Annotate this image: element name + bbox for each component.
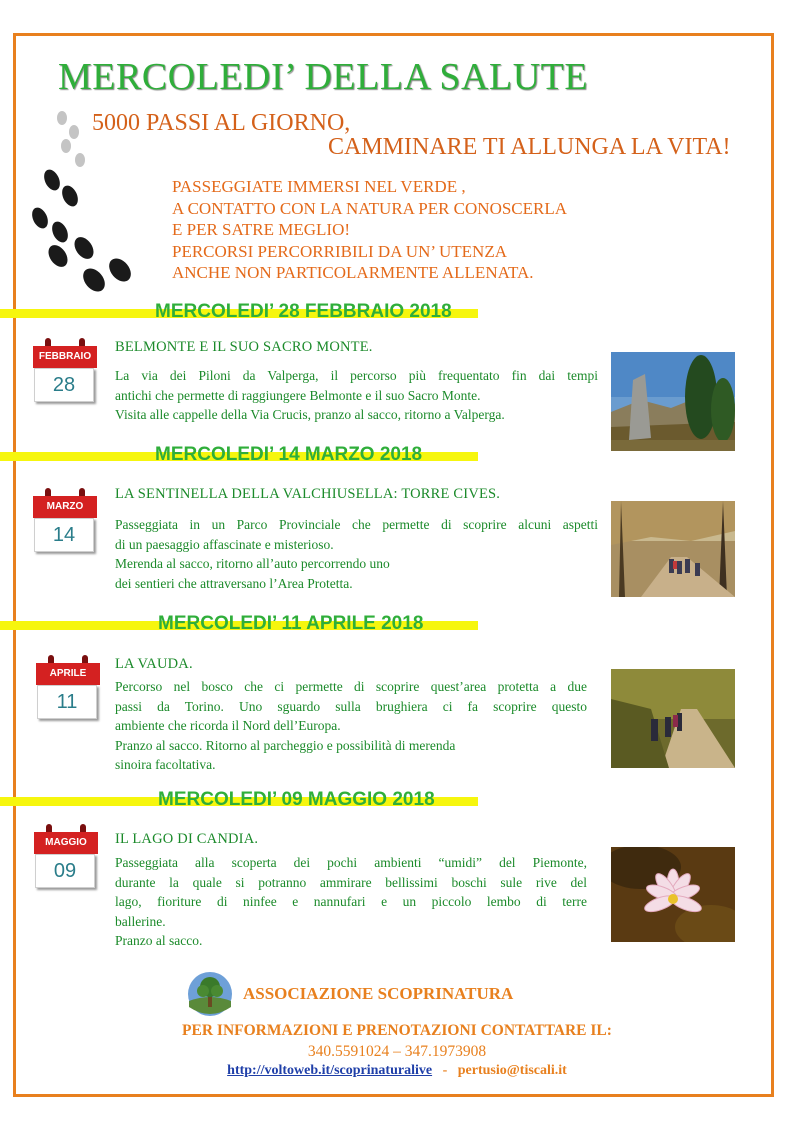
- link-separator: -: [442, 1063, 448, 1078]
- event-title: IL LAGO DI CANDIA.: [115, 831, 259, 847]
- date-heading: MERCOLEDI’ 11 APRILE 2018: [158, 613, 424, 634]
- calendar-icon: [36, 655, 100, 723]
- calendar-day: 11: [37, 685, 97, 719]
- event-line: ballerine.: [115, 913, 166, 929]
- subtitle-line-1: 5000 PASSI AL GIORNO,: [92, 110, 351, 136]
- subtitle-line-2: CAMMINARE TI ALLUNGA LA VITA!: [328, 134, 731, 160]
- calendar-icon: [33, 338, 97, 406]
- event-line: durante la quale si potranno ammirare bellissimi boschi sule rive del: [115, 874, 587, 890]
- intro-line: PASSEGGIATE IMMERSI NEL VERDE ,: [172, 177, 466, 196]
- event-line: antichi che permette di raggiungere Belmonte e il suo Sacro Monte.: [115, 387, 481, 403]
- event-title: LA SENTINELLA DELLA VALCHIUSELLA: TORRE CIVES.: [115, 486, 501, 502]
- event-line: passi da Torino. Uno sguardo sulla brughiera ci fa scoprire questo: [115, 698, 587, 714]
- calendar-icon: [33, 488, 97, 556]
- event-description: [115, 515, 598, 593]
- event-line: Pranzo al sacco.: [115, 933, 203, 948]
- intro-line: ANCHE NON PARTICOLARMENTE ALLENATA.: [172, 263, 534, 282]
- calendar-day: 14: [34, 518, 94, 552]
- intro-text: [172, 176, 567, 284]
- event-description: [115, 677, 587, 775]
- event-title: BELMONTE E IL SUO SACRO MONTE.: [115, 339, 373, 355]
- vauda-photo: [611, 669, 735, 768]
- calendar-month: APRILE: [36, 663, 100, 685]
- association-name: ASSOCIAZIONE SCOPRINATURA: [243, 984, 514, 1003]
- website-link[interactable]: http://voltoweb.it/scoprinaturalive: [227, 1063, 433, 1078]
- association-logo: [187, 971, 233, 1017]
- event-line: Passeggiata alla scoperta dei pochi ambienti “umidi” del Piemonte,: [115, 855, 587, 870]
- footprints-illustration: [22, 110, 142, 300]
- calendar-icon: [34, 824, 98, 892]
- intro-line: E PER SATRE MEGLIO!: [172, 220, 351, 239]
- calendar-month: MARZO: [33, 496, 97, 518]
- event-line: Percorso nel bosco che ci permette di scoprire quest’area protetta a due: [115, 679, 587, 694]
- event-line: Pranzo al sacco. Ritorno al parcheggio e possibilità di merenda: [115, 737, 456, 753]
- email-link[interactable]: pertusio@tiscali.it: [457, 1063, 567, 1078]
- page-title: MERCOLEDI’ DELLA SALUTE: [58, 56, 589, 98]
- event-line: ambiente che ricorda il Nord dell’Europa.: [115, 718, 341, 733]
- event-line: Merenda al sacco, ritorno all’auto percorrendo uno: [115, 556, 390, 571]
- contact-info-line: PER INFORMAZIONI E PRENOTAZIONI CONTATTARE IL:: [182, 1022, 612, 1039]
- intro-line: A CONTATTO CON LA NATURA PER CONOSCERLA: [172, 198, 568, 218]
- calendar-month: FEBBRAIO: [33, 346, 97, 368]
- event-line: dei sentieri che attraversano l’Area Protetta.: [115, 575, 353, 591]
- contact-links: [0, 1063, 794, 1079]
- event-line: Passeggiata in un Parco Provinciale che permette di scoprire alcuni aspetti: [115, 517, 598, 532]
- torre-cives-photo: [611, 501, 735, 597]
- event-description: [115, 366, 598, 425]
- calendar-month: MAGGIO: [34, 832, 98, 854]
- calendar-day: 09: [35, 854, 95, 888]
- calendar-day: 28: [34, 368, 94, 402]
- date-heading: MERCOLEDI’ 14 MARZO 2018: [155, 444, 423, 465]
- event-line: lago, fioriture di ninfee e nannufari e un piccolo lembo di terre: [115, 894, 587, 909]
- date-heading: MERCOLEDI’ 28 FEBBRAIO 2018: [155, 301, 452, 322]
- event-line: sinoira facoltativa.: [115, 757, 216, 772]
- event-line: Visita alle cappelle della Via Crucis, pranzo al sacco, ritorno a Valperga.: [115, 407, 505, 422]
- date-heading: MERCOLEDI’ 09 MAGGIO 2018: [158, 789, 435, 810]
- belmonte-photo: [611, 352, 735, 451]
- intro-line: PERCORSI PERCORRIBILI DA UN’ UTENZA: [172, 241, 507, 261]
- event-title: LA VAUDA.: [115, 656, 193, 672]
- water-lily-photo: [611, 847, 735, 942]
- phone-numbers: 340.5591024 – 347.1973908: [307, 1043, 487, 1060]
- event-line: di un paesaggio affascinate e misterioso.: [115, 536, 334, 552]
- event-line: La via dei Piloni da Valperga, il percorso più frequentato fin dai tempi: [115, 368, 598, 383]
- event-description: [115, 853, 587, 951]
